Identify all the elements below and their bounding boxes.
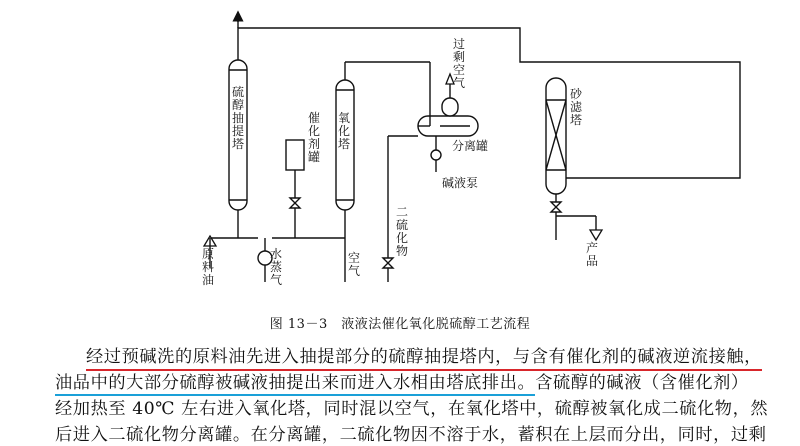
excess-air-label: 过剩空气 bbox=[453, 37, 466, 90]
separator-label: 分离罐 bbox=[452, 139, 489, 153]
paragraph-line-4: 后进入二硫化物分离罐。在分离罐，二硫化物因不溶于水，蓄积在上层而分出，同时，过剩 bbox=[55, 425, 767, 445]
paragraph-line-2 bbox=[55, 372, 749, 394]
product-arrow bbox=[590, 230, 602, 240]
alkali-pump bbox=[431, 150, 441, 160]
air-label: 空气 bbox=[348, 251, 361, 278]
alkali-pump-label: 碱液泵 bbox=[442, 176, 479, 190]
paragraph-line-1: 经过预碱洗的原料油先进入抽提部分的硫醇抽提塔内，与含有催化剂的碱液逆流接触， bbox=[86, 346, 762, 371]
underlined-sentence: 油品中的大部分硫醇被碱液抽提出来而进入水相由塔底排出。 bbox=[55, 373, 535, 396]
catalyst-tank bbox=[286, 140, 304, 170]
raw-oil-label: 原料油 bbox=[202, 247, 215, 287]
steam-label: 水蒸气 bbox=[270, 247, 283, 287]
catalyst-tank-label: 催化剂罐 bbox=[308, 111, 321, 164]
disulfide-valve bbox=[383, 258, 393, 268]
filter-valve bbox=[551, 202, 561, 212]
extract-tower-label: 硫醇抽提塔 bbox=[232, 85, 245, 151]
figure-caption: 图 13－3 液液法催化氧化脱硫醇工艺流程 bbox=[269, 317, 531, 332]
paragraph-line-2-rest: 含硫醇的碱液（含催化剂） bbox=[535, 373, 749, 393]
paragraph-line-3: 经加热至 40℃ 左右进入氧化塔，同时混以空气，在氧化塔中，硫醇被氧化成二硫化物，然 bbox=[55, 399, 769, 419]
product-label: 产品 bbox=[586, 241, 599, 268]
disulfide-label: 二硫化物 bbox=[396, 205, 409, 258]
sand-filter-label: 砂滤塔 bbox=[570, 87, 583, 127]
catalyst-valve bbox=[290, 198, 300, 208]
oxidation-tower-label: 氧化塔 bbox=[338, 111, 351, 151]
